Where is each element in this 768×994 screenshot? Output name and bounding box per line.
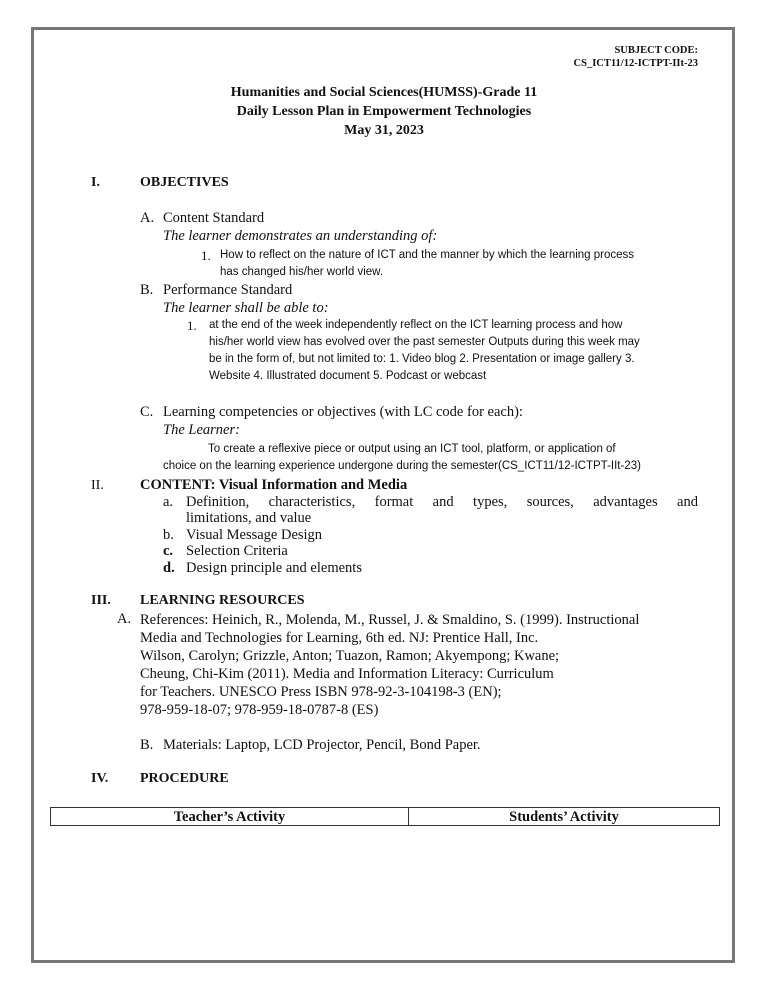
resources-heading: LEARNING RESOURCES — [140, 593, 305, 608]
content-item-d: Design principle and elements — [186, 560, 362, 576]
performance-standard-marker: B. — [140, 282, 154, 298]
subject-code-label: SUBJECT CODE: — [614, 45, 698, 56]
content-standard-subtitle: The learner demonstrates an understanding of: — [163, 228, 438, 244]
performance-standard-subtitle: The learner shall be able to: — [163, 300, 329, 316]
reference-line-2: Media and Technologies for Learning, 6th ed. NJ: Prentice Hall, Inc. — [140, 630, 539, 646]
content-item-a-line-2: limitations, and value — [186, 510, 312, 526]
performance-standard-item-line-1: at the end of the week independently reflect on the ICT learning process and how — [209, 319, 623, 331]
reference-line-1: References: Heinich, R., Molenda, M., Russel, J. & Smaldino, S. (1999). Instructional — [140, 612, 640, 628]
objectives-heading: OBJECTIVES — [140, 175, 229, 190]
references-marker: A. — [117, 611, 132, 627]
teacher-activity-header: Teacher’s Activity — [51, 808, 409, 826]
content-item-c-marker: c. — [163, 543, 174, 559]
competencies-line-1: To create a reflexive piece or output using an ICT tool, platform, or application of — [208, 443, 616, 455]
section-iv-numeral: IV. — [91, 771, 109, 786]
competencies-line-2: choice on the learning experience undergone during the semester(CS_ICT11/12-ICTPT-IIt-23) — [163, 460, 641, 472]
competencies-text — [163, 441, 699, 475]
content-item-a — [186, 494, 698, 526]
content-item-b-marker: b. — [163, 527, 174, 543]
subject-code-value: CS_ICT11/12-ICTPT-IIt-23 — [573, 58, 698, 69]
content-standard-title: Content Standard — [163, 210, 265, 226]
reference-line-3: Wilson, Carolyn; Grizzle, Anton; Tuazon, Ramon; Akyempong; Kwane; — [140, 648, 560, 664]
reference-line-5: for Teachers. UNESCO Press ISBN 978-92-3-104198-3 (EN); — [140, 684, 502, 700]
reference-line-4: Cheung, Chi-Kim (2011). Media and Information Literacy: Curriculum — [140, 666, 554, 682]
content-item-c: Selection Criteria — [186, 543, 288, 559]
content-item-a-line-1: Definition, characteristics, format and types, sources, advantages and — [186, 494, 698, 510]
procedure-heading: PROCEDURE — [140, 771, 229, 786]
content-item-d-marker: d. — [163, 560, 175, 576]
content-heading: CONTENT: Visual Information and Media — [140, 477, 408, 493]
subject-code — [574, 44, 698, 70]
activity-table-header — [51, 808, 720, 826]
references-text — [140, 611, 720, 719]
materials-text: Materials: Laptop, LCD Projector, Pencil, Bond Paper. — [163, 737, 481, 753]
performance-standard-item — [209, 317, 699, 385]
activity-table — [50, 807, 720, 826]
performance-standard-title: Performance Standard — [163, 282, 293, 298]
title-line-2: Daily Lesson Plan in Empowerment Technologies — [236, 104, 532, 119]
content-standard-item — [220, 247, 700, 281]
content-standard-item-marker: 1. — [201, 248, 211, 263]
reference-line-6: 978-959-18-07; 978-959-18-0787-8 (ES) — [140, 702, 379, 718]
content-standard-marker: A. — [140, 210, 155, 226]
section-iii-numeral: III. — [91, 593, 111, 608]
content-standard-item-line-1: How to reflect on the nature of ICT and the manner by which the learning process — [220, 249, 635, 261]
document-title — [0, 83, 768, 140]
materials-marker: B. — [140, 737, 154, 753]
title-date: May 31, 2023 — [344, 123, 424, 138]
title-line-1: Humanities and Social Sciences(HUMSS)-Grade 11 — [230, 85, 538, 100]
competencies-title: Learning competencies or objectives (with LC code for each): — [163, 404, 523, 420]
performance-standard-item-line-3: be in the form of, but not limited to: 1. Video blog 2. Presentation or image gallery 3. — [209, 353, 635, 365]
students-activity-header: Students’ Activity — [409, 808, 720, 826]
competencies-subtitle: The Learner: — [163, 422, 240, 438]
section-ii-numeral: II. — [91, 478, 104, 493]
performance-standard-item-marker: 1. — [187, 318, 197, 333]
content-item-a-marker: a. — [163, 494, 174, 510]
competencies-marker: C. — [140, 404, 154, 420]
content-standard-item-line-2: has changed his/her world view. — [220, 266, 384, 278]
performance-standard-item-line-4: Website 4. Illustrated document 5. Podcast or webcast — [209, 370, 487, 382]
performance-standard-item-line-2: his/her world view has evolved over the past semester Outputs during this week may — [209, 336, 640, 348]
section-i-numeral: I. — [91, 175, 100, 190]
content-item-b: Visual Message Design — [186, 527, 323, 543]
